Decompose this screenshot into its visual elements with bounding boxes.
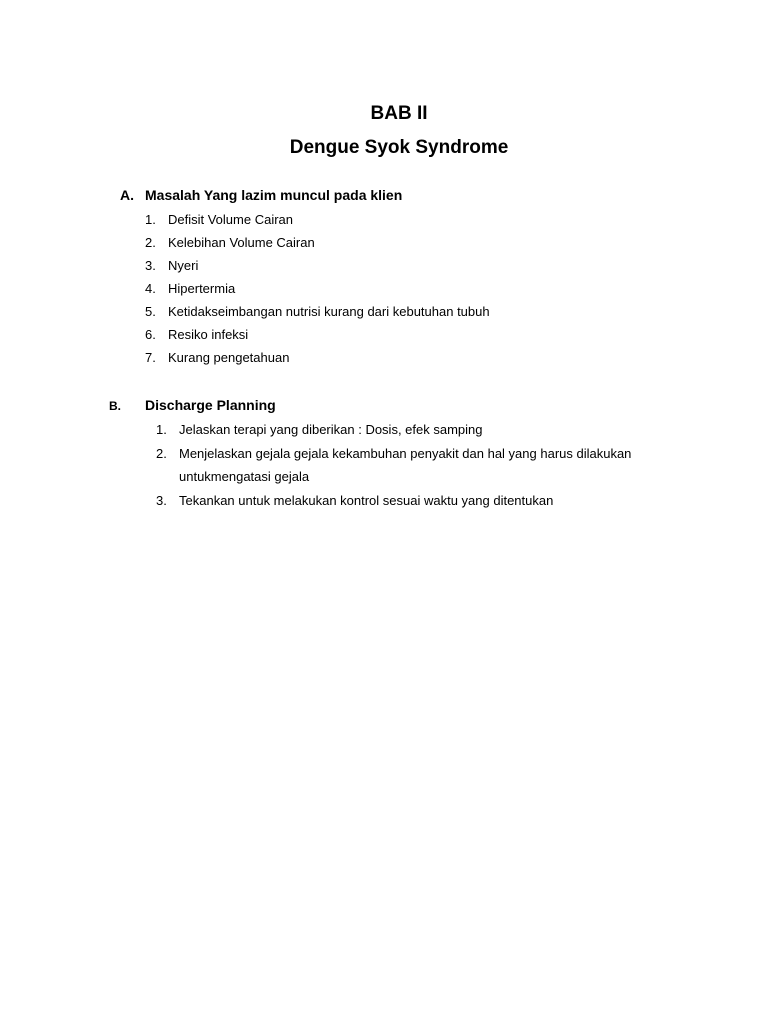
list-item-number: 7. xyxy=(145,350,156,365)
list-item-text: Kelebihan Volume Cairan xyxy=(168,235,315,250)
list-item-number: 1. xyxy=(156,422,167,437)
list-item-number: 3. xyxy=(156,492,167,508)
list-item-text: Jelaskan terapi yang diberikan : Dosis, efek samping xyxy=(179,422,483,437)
section-b-list xyxy=(156,418,631,512)
chapter-subheading: Dengue Syok Syndrome xyxy=(289,137,509,158)
list-item xyxy=(156,418,631,442)
list-item xyxy=(156,442,631,489)
list-item-text: Nyeri xyxy=(168,258,199,273)
list-item-text-multiline xyxy=(156,442,631,489)
list-item xyxy=(145,208,490,231)
list-item-number: 6. xyxy=(145,327,156,342)
list-item xyxy=(145,323,490,346)
list-item-number: 3. xyxy=(145,258,156,273)
list-item-text-continuation: untukmengatasi gejala xyxy=(179,469,310,484)
list-item xyxy=(145,300,490,323)
list-item xyxy=(145,254,490,277)
list-item-number: 2. xyxy=(156,445,167,461)
list-item-text: Ketidakseimbangan nutrisi kurang dari kebutuhan tubuh xyxy=(168,304,490,319)
list-item-number: 4. xyxy=(145,281,156,296)
list-item xyxy=(145,277,490,300)
section-a-title: Masalah Yang lazim muncul pada klien xyxy=(145,187,403,203)
list-item-text: Kurang pengetahuan xyxy=(168,350,290,365)
list-item-number: 1. xyxy=(145,212,156,227)
list-item-number: 5. xyxy=(145,304,156,319)
list-item xyxy=(145,346,490,369)
list-item xyxy=(156,489,631,513)
list-item-text: Menjelaskan gejala gejala kekambuhan penyakit dan hal yang harus dilakukan xyxy=(179,445,632,461)
list-item-number: 2. xyxy=(145,235,156,250)
list-item-text: Resiko infeksi xyxy=(168,327,249,342)
section-a-marker: A. xyxy=(120,187,134,203)
list-item xyxy=(145,231,490,254)
chapter-heading: BAB II xyxy=(370,103,428,124)
list-item-text: Tekankan untuk melakukan kontrol sesuai waktu yang ditentukan xyxy=(179,492,554,508)
section-a-list xyxy=(145,208,490,369)
section-b-marker: B. xyxy=(109,399,121,413)
list-item-text: Defisit Volume Cairan xyxy=(168,212,293,227)
list-item-text: Hipertermia xyxy=(168,281,236,296)
section-b-title: Discharge Planning xyxy=(145,397,276,413)
